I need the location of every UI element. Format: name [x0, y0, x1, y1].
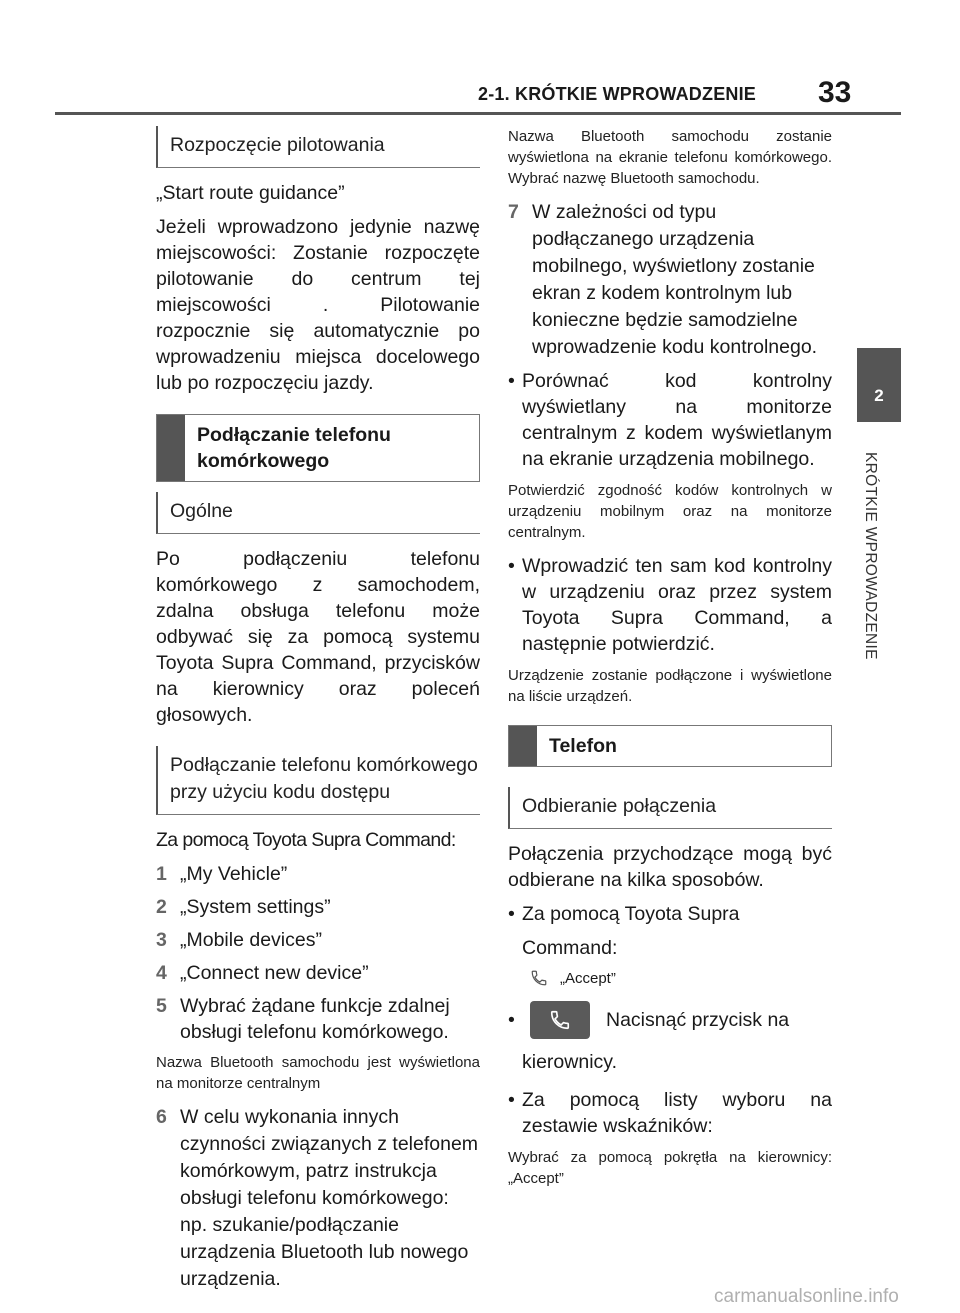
section-heading-bar	[509, 726, 537, 766]
chapter-side-label-text: KRÓTKIE WPROWADZENIE	[862, 452, 879, 660]
note-confirm-codes: Potwierdzić zgodność kodów kontrolnych w urządzeniu mobilnym oraz na monitorze centralnym.	[508, 482, 832, 541]
accept-label: „Accept”	[560, 969, 616, 987]
bullet-text: Porównać kod kontrolny wyświetlany na monitorze centralnym z kodem wyświetlanym na ekranie urządzenia mobilnego.	[522, 370, 832, 470]
step-number: 3	[156, 929, 167, 951]
subheading-connect-code: Podłączanie telefonu komórkowego przy użyciu kodu dostępu	[156, 746, 480, 815]
section-heading-bar	[157, 415, 185, 481]
section-heading-text: Telefon	[549, 735, 617, 757]
accept-option	[530, 969, 832, 987]
note-device-connected: Urządzenie zostanie podłączone i wyświetlone na liście urządzeń.	[508, 667, 832, 705]
section-heading-text: Podłączanie telefonu komórkowego	[197, 424, 391, 472]
steering-phone-button	[530, 1001, 590, 1039]
watermark: carmanualsonline.info	[714, 1286, 899, 1307]
bullet-text: Wprowadzić ten sam kod kontrolny w urządzeniu oraz przez system Toyota Supra Command, a następnie potwierdzić.	[522, 555, 832, 655]
step-item	[156, 1104, 480, 1293]
note-bluetooth-phone: Nazwa Bluetooth samochodu zostanie wyświetlona na ekranie telefonu komórkowego. Wybrać nazwę Bluetooth samochodu.	[508, 128, 832, 187]
step-text: „Connect new device”	[180, 962, 369, 984]
paragraph-pilot-info: Jeżeli wprowadzono jedynie nazwę miejscowości: Zostanie rozpoczęte pilotowanie do centrum tej miejscowości . Pilotowanie rozpocznie się automatycznie po wprowadzeniu miejsca docelowego lub po rozpoczęciu jazdy.	[156, 216, 480, 394]
section-heading-phone	[156, 414, 480, 482]
bullet-text: Nacisnąć przycisk na	[606, 1009, 790, 1031]
step-text: „My Vehicle”	[180, 863, 288, 885]
section-heading-telefon	[508, 725, 832, 767]
chapter-header-title: 2-1. KRÓTKIE WPROWADZENIE	[478, 84, 757, 104]
bullet-item: • Za pomocą Toyota Supra	[508, 901, 832, 927]
subheading-general: Ogólne	[156, 492, 480, 534]
bullet-item: • Wprowadzić ten sam kod kontrolny w urządzeniu oraz przez system Toyota Supra Command, a następnie potwierdzić.	[508, 555, 832, 655]
step-item	[156, 894, 480, 920]
bullet-continuation: Command:	[522, 937, 618, 959]
step-text: „Mobile devices”	[180, 929, 322, 951]
step-text: Wybrać żądane funkcje zdalnej obsługi telefonu komórkowego.	[180, 995, 450, 1043]
subheading-start-guidance: Rozpoczęcie pilotowania	[156, 126, 480, 168]
step-item	[156, 927, 480, 953]
right-column	[508, 126, 832, 1199]
step-text: „System settings”	[180, 896, 331, 918]
step-item	[508, 199, 832, 361]
bullet-text: Za pomocą listy wyboru na zestawie wskaźników:	[522, 1089, 832, 1137]
chapter-tab: 2	[857, 348, 901, 422]
chapter-side-label	[845, 452, 913, 682]
note-accept-knob: Wybrać za pomocą pokrętła na kierownicy: „Accept”	[508, 1149, 832, 1187]
bullet-item: • Nacisnąć przycisk na	[508, 1001, 832, 1039]
step-item	[156, 993, 480, 1045]
paragraph-start-route: „Start route guidance”	[156, 182, 345, 204]
header-divider	[55, 112, 901, 115]
step-number: 7	[508, 201, 519, 223]
paragraph-via-command: Za pomocą Toyota Supra Command:	[156, 829, 456, 851]
phone-handset-icon	[549, 1009, 571, 1031]
step-text: W celu wykonania innych czynności związanych z telefonem komórkowym, patrz instrukcja obsługi telefonu komórkowego: np. szukanie/podłączanie urządzenia Bluetooth lub nowego urządzenia.	[180, 1106, 479, 1290]
step-number: 4	[156, 962, 167, 984]
bullet-item: • Za pomocą listy wyboru na zestawie wskaźników:	[508, 1089, 832, 1137]
subheading-answer-call: Odbieranie połączenia	[508, 787, 832, 829]
left-column	[156, 126, 480, 1300]
bullet-continuation: kierownicy.	[522, 1051, 617, 1073]
bullet-text: Za pomocą Toyota Supra	[522, 903, 740, 925]
page-number: 33	[818, 76, 852, 109]
step-text: W zależności od typu podłączanego urządzenia mobilnego, wyświetlony zostanie ekran z kodem kontrolnym lub konieczne będzie samodzielne wprowadzenie kodu kontrolnego.	[532, 201, 818, 358]
phone-handset-icon	[530, 969, 548, 987]
step-item	[156, 960, 480, 986]
step-number: 2	[156, 896, 167, 918]
paragraph-phone-general: Po podłączeniu telefonu komórkowego z samochodem, zdalna obsługa telefonu może odbywać się za pomocą systemu Toyota Supra Command, przycisków na kierownicy oraz poleceń głosowych.	[156, 548, 480, 726]
note-bluetooth-name: Nazwa Bluetooth samochodu jest wyświetlona na monitorze centralnym	[156, 1054, 480, 1092]
bullet-item: • Porównać kod kontrolny wyświetlany na monitorze centralnym z kodem wyświetlanym na ekranie urządzenia mobilnego.	[508, 370, 832, 470]
step-item	[156, 861, 480, 887]
step-number: 1	[156, 863, 167, 885]
paragraph-incoming-calls: Połączenia przychodzące mogą być odbierane na kilka sposobów.	[508, 843, 832, 891]
step-number: 6	[156, 1106, 167, 1128]
step-number: 5	[156, 995, 167, 1017]
